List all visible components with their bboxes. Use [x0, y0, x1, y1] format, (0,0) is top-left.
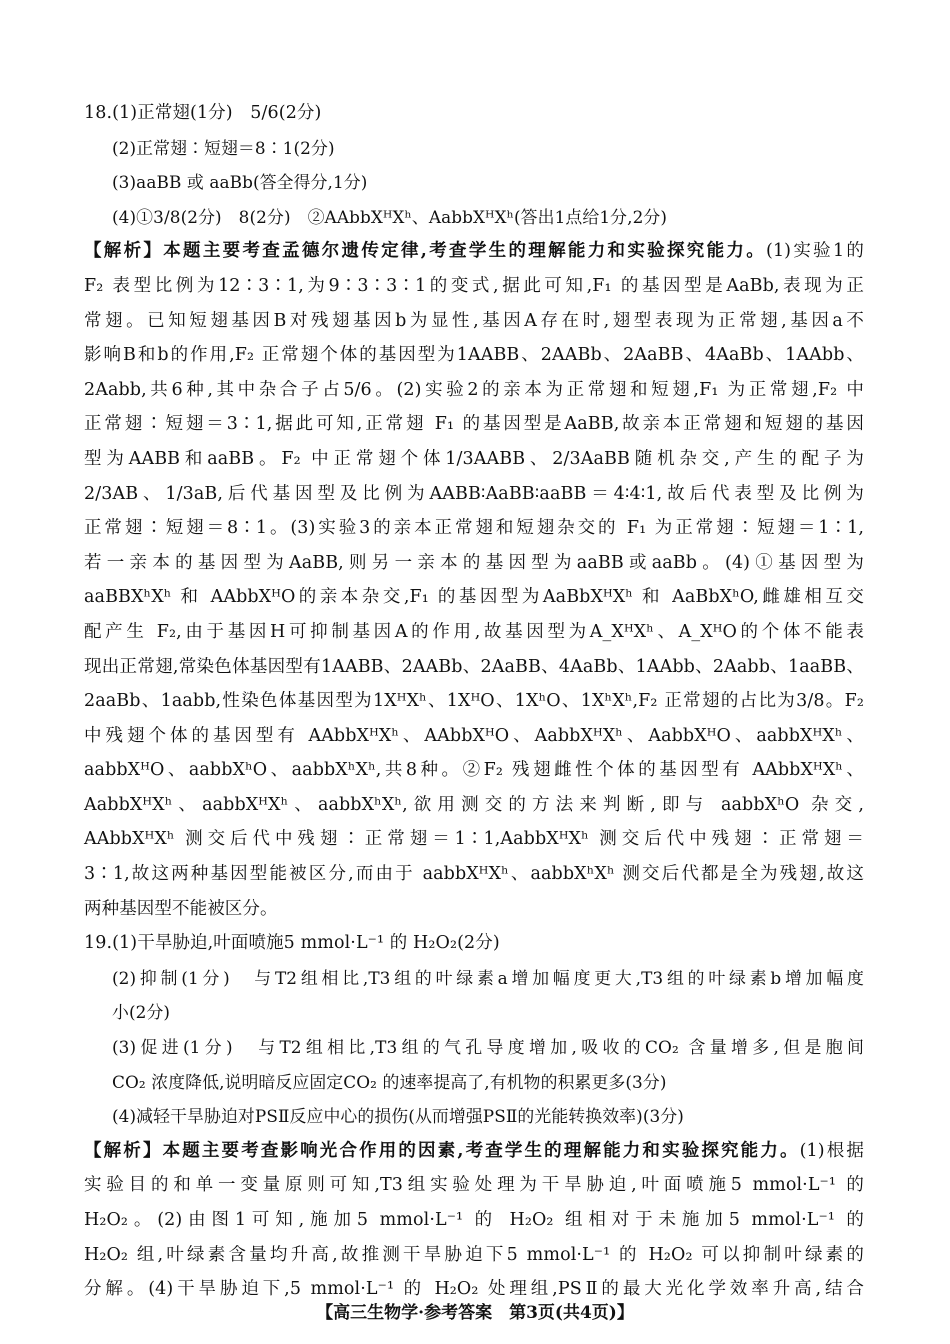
q18-analysis-line: 若一亲本的基因型为AaBB,则另一亲本的基因型为aaBB或aaBb。(4)①基因型为: [84, 552, 864, 573]
q18-analysis-line: 两种基因型不能被区分。: [84, 898, 278, 919]
analysis-tag: 【解析】: [84, 241, 164, 262]
q19-answer-1: 19.(1)干旱胁迫,叶面喷施5 mmol·L⁻¹ 的 H₂O₂(2分): [84, 933, 500, 954]
analysis-text: (1)根据: [799, 1140, 865, 1161]
q18-analysis-line: 型为AABB和aaBB。F₂ 中正常翅个体1/3AABB、2/3AaBB随机杂交,产生的配子为: [84, 448, 864, 469]
q18-analysis-line: AabbXᴴXʰ、aabbXᴴXʰ、aabbXʰXʰ,欲用测交的方法来判断,即与 aabbXʰO 杂交,: [84, 794, 864, 815]
q18-analysis-line: 2aaBb、1aabb,性染色体基因型为1XᴴXʰ、1XᴴO、1XʰO、1XʰXʰ,F₂ 正常翅的占比为3/8。F₂: [84, 691, 864, 712]
analysis-text: (1)实验1的: [766, 241, 864, 262]
q18-answer-1: 18.(1)正常翅(1分) 5/6(2分): [84, 103, 322, 123]
q18-analysis-line: 正常翅∶短翅＝3∶1,据此可知,正常翅 F₁ 的基因型是AaBB,故亲本正常翅和短翅的基因: [84, 414, 864, 435]
page-content: [84, 96, 864, 1307]
q19-answer-4: (4)减轻干旱胁迫对PSⅡ反应中心的损伤(从而增强PSⅡ的光能转换效率)(3分): [112, 1106, 684, 1127]
q19-answer-2-cont: 小(2分): [112, 1002, 171, 1023]
q18-analysis-line: 3∶1,故这两种基因型能被区分,而由于 aabbXᴴXʰ、aabbXʰXʰ 测交后代都是全为残翅,故这: [84, 864, 864, 885]
q18-analysis-line: 中残翅个体的基因型有 AAbbXᴴXʰ、AAbbXᴴO、AabbXᴴXʰ、AabbXᴴO、aabbXᴴXʰ、: [84, 725, 864, 746]
q18-analysis-line: F₂ 表型比例为12∶3∶1,为9∶3∶3∶1的变式,据此可知,F₁ 的基因型是AaBb,表现为正: [84, 275, 864, 296]
q19-answer-3-cont: CO₂ 浓度降低,说明暗反应固定CO₂ 的速率提高了,有机物的积累更多(3分): [112, 1071, 667, 1092]
q19-analysis-line: 实验目的和单一变量原则可知,T3组实验处理为干旱胁迫,叶面喷施5 mmol·L⁻¹ 的: [84, 1175, 864, 1196]
q19-analysis-line: H₂O₂。(2)由图1可知,施加5 mmol·L⁻¹ 的 H₂O₂ 组相对于未施加5 mmol·L⁻¹ 的: [84, 1210, 864, 1230]
q19-answer-2: (2)抑制(1分) 与T2组相比,T3组的叶绿素a增加幅度更大,T3组的叶绿素b增加幅度: [112, 967, 864, 988]
q19-answer-3: (3)促进(1分) 与T2组相比,T3组的气孔导度增加,吸收的CO₂ 含量增多,但是胞间: [112, 1037, 864, 1058]
q18-answer-4: (4)①3/8(2分) 8(2分) ②AAbbXᴴXʰ、AabbXᴴXʰ(答出1点给1分,2分): [112, 206, 668, 227]
q18-analysis-heading: [84, 234, 864, 269]
q18-answer-2: (2)正常翅∶短翅＝8∶1(2分): [112, 137, 335, 158]
q18-analysis-line: 影响B和b的作用,F₂ 正常翅个体的基因型为1AABB、2AABb、2AaBB、4AaBb、1AAbb、: [84, 345, 864, 366]
q18-analysis-line: 常翅。已知短翅基因B对残翅基因b为显性,基因A存在时,翅型表现为正常翅,基因a不: [84, 310, 864, 331]
q18-analysis-line: 2/3AB、1/3aB,后代基因型及比例为AABB∶AaBB∶aaBB＝4∶4∶1,故后代表型及比例为: [84, 483, 864, 504]
q18-analysis-line: AAbbXᴴXʰ 测交后代中残翅∶正常翅＝1∶1,AabbXᴴXʰ 测交后代中残翅∶正常翅＝: [84, 829, 864, 850]
q19-analysis-line: H₂O₂ 组,叶绿素含量均升高,故推测干旱胁迫下5 mmol·L⁻¹ 的 H₂O₂ 可以抑制叶绿素的: [84, 1244, 864, 1265]
analysis-tag: 【解析】: [84, 1140, 163, 1161]
q19-analysis-line: 分解。(4)干旱胁迫下,5 mmol·L⁻¹ 的 H₂O₂ 处理组,PSⅡ的最大光化学效率升高,结合: [84, 1279, 864, 1300]
page-footer: 【高三生物学·参考答案 第3页(共4页)】: [316, 1303, 634, 1323]
q18-analysis-line: aaBBXʰXʰ 和 AAbbXᴴO的亲本杂交,F₁ 的基因型为AaBbXᴴXʰ 和 AaBbXʰO,雌雄相互交: [84, 587, 864, 608]
q18-analysis-line: 配产生 F₂,由于基因H可抑制基因A的作用,故基因型为A_XᴴXʰ、A_XᴴO的个体不能表: [84, 621, 864, 642]
analysis-lead: 本题主要考查孟德尔遗传定律,考查学生的理解能力和实验探究能力。: [163, 241, 767, 262]
analysis-lead: 本题主要考查影响光合作用的因素,考查学生的理解能力和实验探究能力。: [162, 1140, 800, 1161]
q18-analysis-line: 2Aabb,共6种,其中杂合子占5/6。(2)实验2的亲本为正常翅和短翅,F₁ 为正常翅,F₂ 中: [84, 379, 864, 400]
q18-answer-3: (3)aaBB 或 aaBb(答全得分,1分): [112, 172, 368, 193]
q18-analysis-line: 现出正常翅,常染色体基因型有1AABB、2AABb、2AaBB、4AaBb、1AAbb、2Aabb、1aaBB、: [84, 656, 864, 677]
q18-analysis-line: aabbXᴴO、aabbXʰO、aabbXʰXʰ,共8种。②F₂ 残翅雌性个体的基因型有 AAbbXᴴXʰ、: [84, 760, 864, 781]
q18-analysis-line: 正常翅∶短翅＝8∶1。(3)实验3的亲本正常翅和短翅杂交的 F₁ 为正常翅∶短翅＝1∶1,: [84, 518, 864, 539]
q19-analysis-heading: [84, 1134, 864, 1169]
